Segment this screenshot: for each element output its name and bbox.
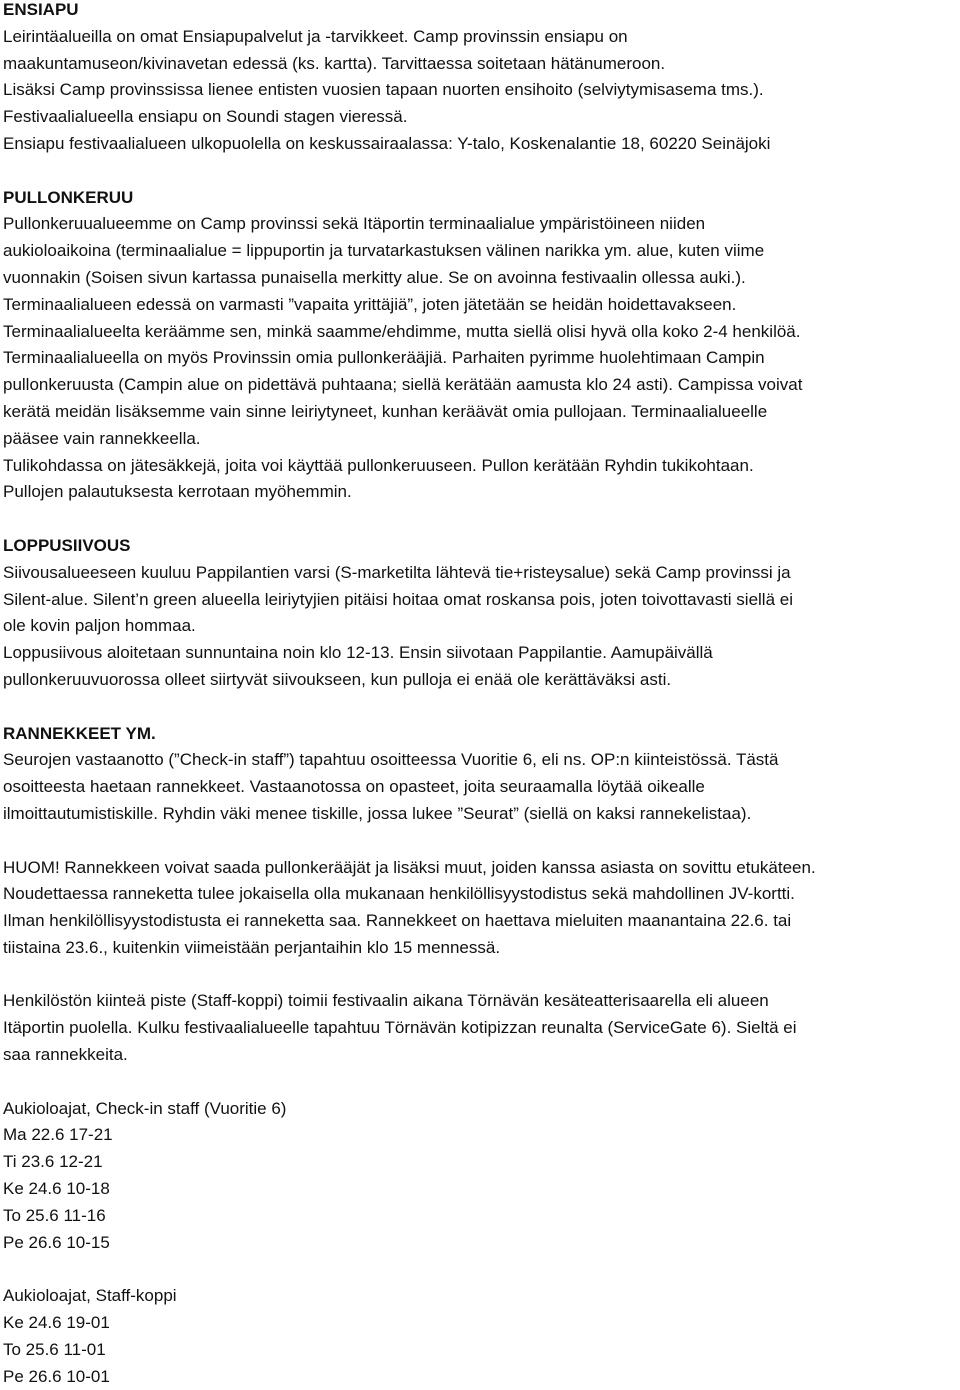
text-line: Siivousalueeseen kuuluu Pappilantien varsi (S-marketilta lähtevä tie+risteysalue) sekä Camp provinssi ja <box>3 562 791 582</box>
document-page <box>3 0 958 1390</box>
hours-row: To 25.6 11-01 <box>3 1339 106 1359</box>
spacer <box>3 1256 958 1283</box>
hours-row: Ke 24.6 19-01 <box>3 1313 110 1333</box>
text-line: Pullojen palautuksesta kerrotaan myöhemmin. <box>3 482 352 502</box>
text-line: Terminaalialueen edessä on varmasti ”vapaita yrittäjiä”, joten jätetään se heidän hoidettavakseen. <box>3 294 737 314</box>
text-line: Loppusiivous aloitetaan sunnuntaina noin klo 12-13. Ensin siivotaan Pappilantie. Aamupäivällä <box>3 643 713 663</box>
text-line: Leirintäalueilla on omat Ensiapupalvelut ja -tarvikkeet. Camp provinssin ensiapu on <box>3 26 628 46</box>
text-line: ilmoittautumistiskille. Ryhdin väki menee tiskille, jossa lukee ”Seurat” (siellä on kaksi rannekelistaa). <box>3 803 752 823</box>
text-line: Silent-alue. Silent’n green alueella leiriytyjien pitäisi hoitaa omat roskansa pois, joten toivottavasti siellä ei <box>3 589 793 609</box>
text-line: pullonkeruusta (Campin alue on pidettävä puhtaana; siellä kerätään aamusta klo 24 asti). Campissa voivat <box>3 375 803 395</box>
section-huom <box>3 855 958 962</box>
section-rannekkeet <box>3 721 958 828</box>
text-line: Pullonkeruualueemme on Camp provinssi sekä Itäportin terminaalialue ympäristöineen niiden <box>3 214 706 234</box>
heading-ensiapu: ENSIAPU <box>3 0 79 19</box>
text-line: Noudettaessa ranneketta tulee jokaisella olla mukanaan henkilöllisyystodistus sekä mahdollinen JV-kortti. <box>3 884 795 904</box>
hours-row: Ti 23.6 12-21 <box>3 1152 103 1172</box>
spacer <box>3 1069 958 1096</box>
hours-row: To 25.6 11-16 <box>3 1205 106 1225</box>
spacer <box>3 506 958 533</box>
hours-title: Aukioloajat, Check-in staff (Vuoritie 6) <box>3 1098 287 1118</box>
section-pullonkeruu <box>3 185 958 507</box>
text-line: vuonnakin (Soisen sivun kartassa punaisella merkitty alue. Se on avoinna festivaalin ollessa auki.). <box>3 267 746 287</box>
hours-row: Ke 24.6 10-18 <box>3 1179 110 1199</box>
text-line: Itäportin puolella. Kulku festivaalialueelle tapahtuu Törnävän kotipizzan reunalta (ServiceGate 6). Sieltä ei <box>3 1018 797 1038</box>
section-hours-staff <box>3 1283 958 1390</box>
hours-title: Aukioloajat, Staff-koppi <box>3 1286 177 1306</box>
text-line: ole kovin paljon hommaa. <box>3 616 196 636</box>
text-line: Henkilöstön kiinteä piste (Staff-koppi) toimii festivaalin aikana Törnävän kesäteatterisaarella eli alueen <box>3 991 769 1011</box>
hours-row: Ma 22.6 17-21 <box>3 1125 113 1145</box>
heading-loppusiivous: LOPPUSIIVOUS <box>3 535 131 555</box>
section-ensiapu <box>3 0 958 158</box>
text-line: Terminaalialueella on myös Provinssin omia pullonkerääjiä. Parhaiten pyrimme huolehtimaan Campin <box>3 348 765 368</box>
text-line: Seurojen vastaanotto (”Check-in staff”) tapahtuu osoitteessa Vuoritie 6, eli ns. OP:n kiinteistössä. Tästä <box>3 750 779 770</box>
text-line: Tulikohdassa on jätesäkkejä, joita voi käyttää pullonkeruuseen. Pullon kerätään Ryhdin tukikohtaan. <box>3 455 754 475</box>
text-line: Terminaalialueelta keräämme sen, minkä saamme/ehdimme, mutta siellä olisi hyvä olla koko 2-4 henkilöä. <box>3 321 801 341</box>
text-line: osoitteesta haetaan rannekkeet. Vastaanotossa on opasteet, joita seuraamalla löytää oikealle <box>3 777 705 797</box>
text-line: pullonkeruuvuorossa olleet siirtyvät siivoukseen, kun pulloja ei enää ole kerättäväksi asti. <box>3 669 672 689</box>
spacer <box>3 828 958 855</box>
hours-row: Pe 26.6 10-15 <box>3 1232 110 1252</box>
text-line: Ilman henkilöllisyystodistusta ei ranneketta saa. Rannekkeet on haettava mieluiten maanantaina 22.6. tai <box>3 911 792 931</box>
text-line: pääsee vain rannekkeella. <box>3 428 201 448</box>
text-line: kerätä meidän lisäksemme vain sinne leiriytyneet, kunhan keräävät omia pullojaan. Terminaalialueelle <box>3 401 768 421</box>
text-line: Lisäksi Camp provinssissa lienee entisten vuosien tapaan nuorten ensihoito (selviytymisasema tms.). <box>3 80 764 100</box>
text-line: saa rannekkeita. <box>3 1045 128 1065</box>
text-line: Festivaalialueella ensiapu on Soundi stagen vieressä. <box>3 107 408 127</box>
spacer <box>3 158 958 185</box>
hours-row: Pe 26.6 10-01 <box>3 1366 110 1386</box>
section-loppusiivous <box>3 533 958 694</box>
text-line: Ensiapu festivaalialueen ulkopuolella on keskussairaalassa: Y-talo, Koskenalantie 18, 60220 Seinäjoki <box>3 133 771 153</box>
spacer <box>3 694 958 721</box>
section-hours-checkin <box>3 1096 958 1257</box>
text-line: aukioloaikoina (terminaalialue = lippuportin ja turvatarkastuksen välinen narikka ym. alue, kuten viime <box>3 241 765 261</box>
section-staff <box>3 988 958 1068</box>
text-line: tiistaina 23.6., kuitenkin viimeistään perjantaihin klo 15 mennessä. <box>3 937 501 957</box>
spacer <box>3 962 958 989</box>
text-line: HUOM! Rannekkeen voivat saada pullonkerääjät ja lisäksi muut, joiden kanssa asiasta on sovittu etukäteen. <box>3 857 816 877</box>
text-line: maakuntamuseon/kivinavetan edessä (ks. kartta). Tarvittaessa soitetaan hätänumeroon. <box>3 53 666 73</box>
heading-pullonkeruu: PULLONKERUU <box>3 187 134 207</box>
heading-rannekkeet: RANNEKKEET YM. <box>3 723 156 743</box>
